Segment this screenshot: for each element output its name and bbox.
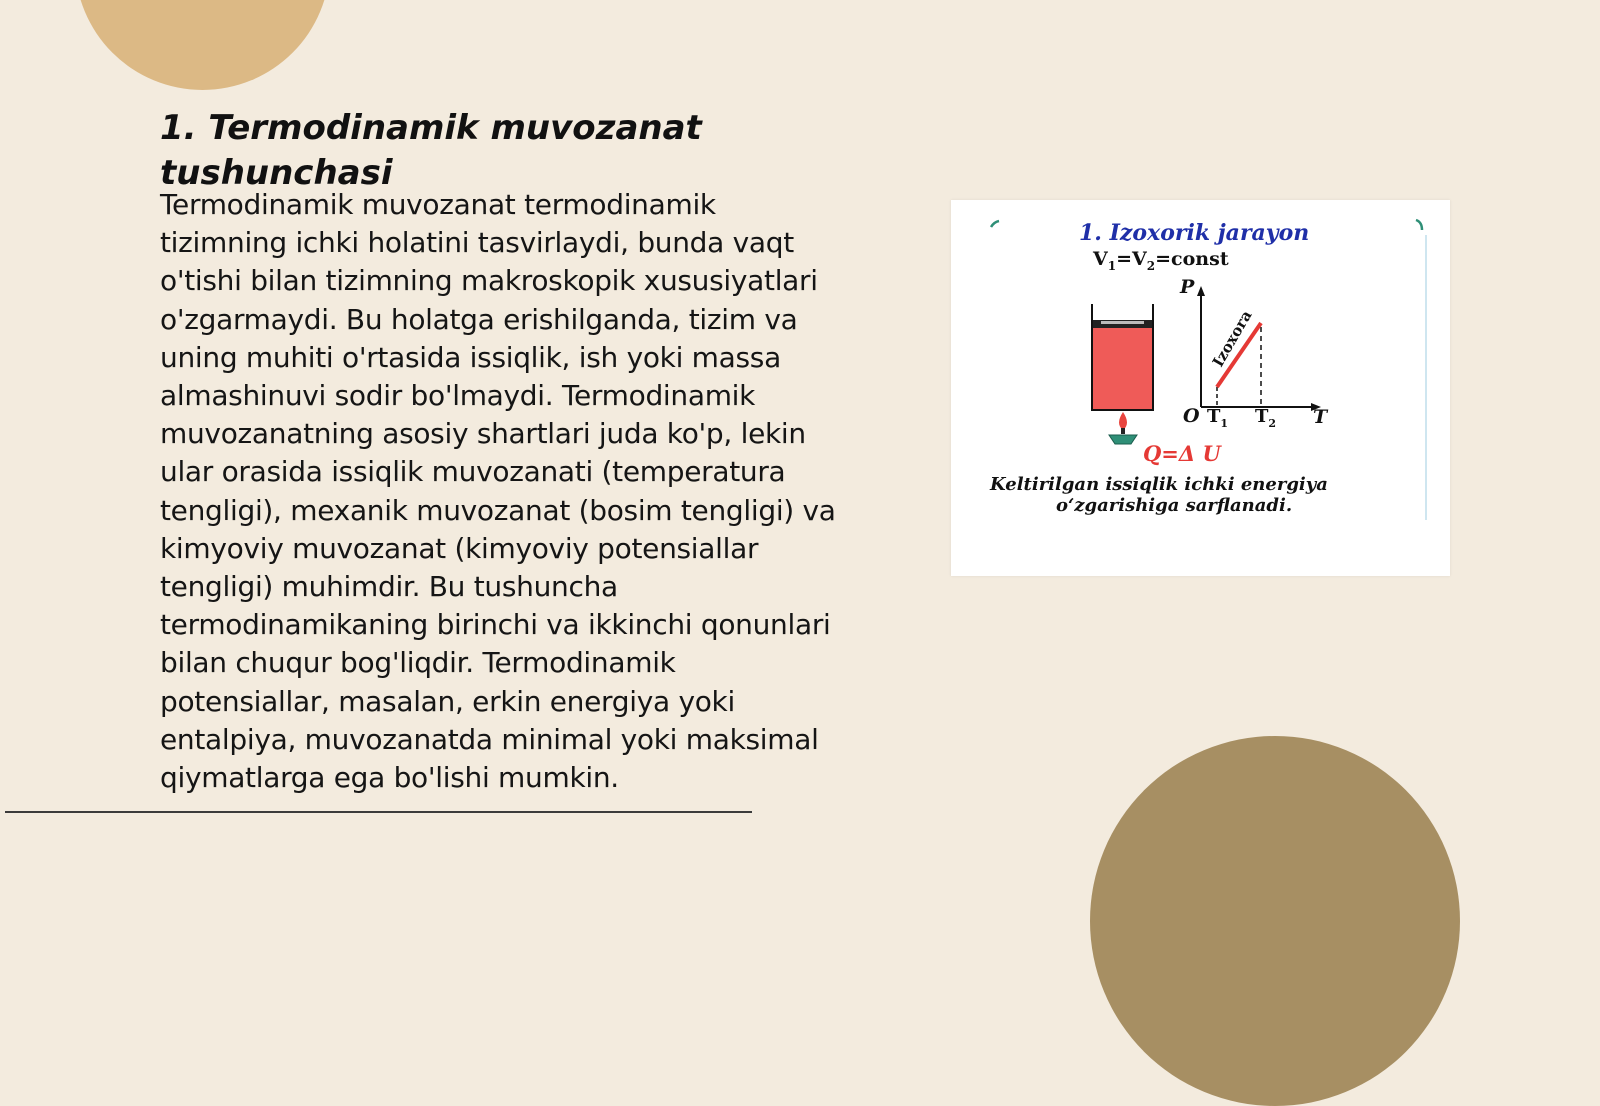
burner-icon bbox=[1109, 412, 1137, 444]
isochoric-process-figure bbox=[951, 200, 1450, 576]
corner-mark-right bbox=[1416, 220, 1422, 230]
t2-label: $T_2$ bbox=[1255, 406, 1277, 430]
formula-text: Q=Δ U bbox=[1143, 441, 1221, 466]
decor-circle-bottom bbox=[1090, 736, 1460, 1106]
t1-label: $T_1$ bbox=[1207, 406, 1229, 430]
caption-line-2: o‘zgarishiga sarflanadi. bbox=[1056, 495, 1293, 516]
isochore-label: Izoxora bbox=[1208, 307, 1256, 370]
caption-line-1: Keltirilgan issiqlik ichki energiya bbox=[990, 474, 1328, 495]
divider-line bbox=[5, 811, 752, 813]
origin-label: O bbox=[1183, 405, 1200, 427]
decor-circle-top bbox=[75, 0, 330, 90]
figure-heading: 1. Izoxorik jarayon bbox=[1079, 220, 1310, 246]
axis-t-label: T bbox=[1313, 406, 1328, 428]
figure-condition: $V_1=V_2=const$ bbox=[1093, 248, 1229, 273]
axis-p-label: P bbox=[1180, 276, 1195, 298]
slide-body-text: Termodinamik muvozanat termodinamik tizimning ichki holatini tasvirlaydi, bunda vaqt o'tishi bilan tizimning makroskopik xususiyatlari o'zgarmaydi. Bu holatga erishilganda, tizim va uning muhiti o'rtasida issiqlik, ish yoki massa almashinuvi sodir bo'lmaydi. Termodinamik muvozanatning asosiy shartlari juda ko'p, lekin ular orasida issiqlik muvozanati (temperatura tengligi), mexanik muvozanat (bosim tengligi) va kimyoviy muvozanat (kimyoviy potensiallar tengligi) muhimdir. Bu tushuncha termodinamikaning birinchi va ikkinchi qonunlari bilan chuqur bog'liqdir. Termodinamik potensiallar, masalan, erkin energiya yoki entalpiya, muvozanatda minimal yoki maksimal qiymatlarga ega bo'lishi mumkin. bbox=[160, 188, 836, 795]
corner-mark-left bbox=[991, 221, 999, 227]
isochoric-diagram bbox=[951, 200, 1450, 576]
slide-title: 1. Termodinamik muvozanat tushunchasi bbox=[160, 108, 702, 193]
cylinder-icon bbox=[1091, 304, 1154, 410]
